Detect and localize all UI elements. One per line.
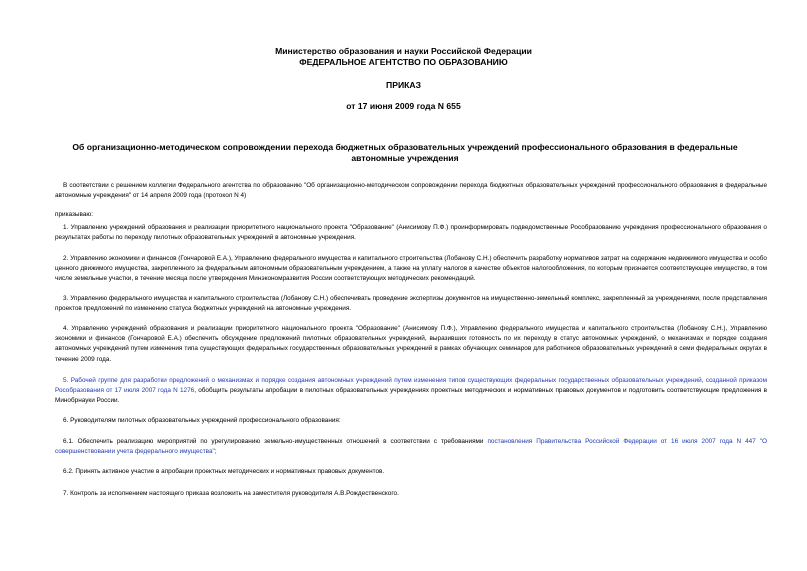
item-6-2: 6.2. Принять активное участие в апробации проектных методических и нормативных правовых документов. bbox=[63, 468, 385, 475]
item-1: 1. Управлению учреждений образования и реализации приоритетного национального проекта "Образование" (Анисимову П.Ф.) проинформировать подведомственные Рособразованию учреждения профессионального образования о результатах работы по переходу пилотных образовательных учреждений в автономные учреждения. bbox=[55, 224, 767, 242]
order-word: приказываю: bbox=[55, 211, 93, 218]
intro-paragraph: В соответствии с решением коллегии Федерального агентства по образованию "Об организационно-методическом сопровождении перехода бюджетных образовательных учреждений профессионального образования в федеральные автономные учреждения" от 14 апреля 2009 года (протокол N 4) bbox=[55, 182, 767, 200]
item-6-1-end: ; bbox=[214, 448, 217, 456]
order-1276-link[interactable]: 5. Рабочей группе для разработки предложений о механизмах и порядке создания автономных учреждений путем изменения типов существующих федеральных государственных образовательных учреждений, созданной приказом Рособразования от 17 июля 2007 года N 1276 bbox=[55, 377, 767, 395]
decree-447-link[interactable]: постановления Правительства Российской Федерации от 16 июля 2007 года N 447 "О совершенствовании учета федерального имущества" bbox=[55, 438, 767, 456]
item-7: 7. Контроль за исполнением настоящего приказа возложить на заместителя руководителя А.В.Рождественского. bbox=[63, 490, 399, 497]
item-2: 2. Управлению экономики и финансов (Гончаровой Е.А.), Управлению федерального имущества и капитального строительства (Лобанову С.Н.) обеспечить разработку нормативов затрат на содержание недвижимого имущества и особо ценного движимого имущества, закрепленного за федеральным автономным образовательным учреждением, а также на уплату налогов в качестве объектов налогообложения, по которым признается соответствующее имущество, в том числе земельные участки, в течение месяца после утверждения Минэкономразвития России соответствующих методических рекомендаций. bbox=[55, 255, 767, 283]
item-5-text: , обобщить результаты апробации в пилотных образовательных учреждениях проектных методических и нормативных правовых документов и подготовить соответствующие предложения в Минобрнауки России. bbox=[55, 387, 767, 405]
item-6-1 bbox=[55, 437, 767, 457]
agency-name: ФЕДЕРАЛЬНОЕ АГЕНТСТВО ПО ОБРАЗОВАНИЮ bbox=[299, 57, 508, 67]
doc-date-number: от 17 июня 2009 года N 655 bbox=[346, 101, 461, 111]
item-6: 6. Руководителям пилотных образовательных учреждений профессионального образования: bbox=[63, 417, 341, 424]
item-4: 4. Управлению учреждений образования и реализации приоритетного национального проекта "Образование" (Анисимову П.Ф.), Управлению федерального имущества и капитального строительства (Лобанову С.Н.), Управлению экономики и финансов (Гончаровой Е.А.) обеспечить обсуждение предложений пилотных образовательных учреждений, выразивших готовность по их переходу в статус автономных учреждений, о механизмах и порядке создания автономных учреждений путем изменения типа существующих федеральных государственных образовательных учреждений в рамках обучающих семинаров для работников образовательных учреждений в семи федеральных округах в течение 2009 года. bbox=[55, 325, 767, 363]
doc-title: Об организационно-методическом сопровождении перехода бюджетных образовательных учреждений профессионального образования в федеральные автономные учреждения bbox=[72, 142, 738, 163]
item-3: 3. Управлению федерального имущества и капитального строительства (Лобанову С.Н.) обеспечивать проведение экспертизы документов на имущественно-земельный комплекс, закрепленный за учреждениями, после представления проектов предложений по изменению статуса бюджетных учреждений на автономные учреждения. bbox=[55, 295, 767, 313]
item-6-1-text: 6.1. Обеспечить реализацию мероприятий по урегулированию земельно-имущественных отношений в соответствии с требованиями bbox=[63, 438, 488, 445]
item-5 bbox=[55, 376, 767, 407]
ministry-name: Министерство образования и науки Российской Федерации bbox=[275, 46, 532, 56]
doc-type: ПРИКАЗ bbox=[386, 80, 421, 90]
